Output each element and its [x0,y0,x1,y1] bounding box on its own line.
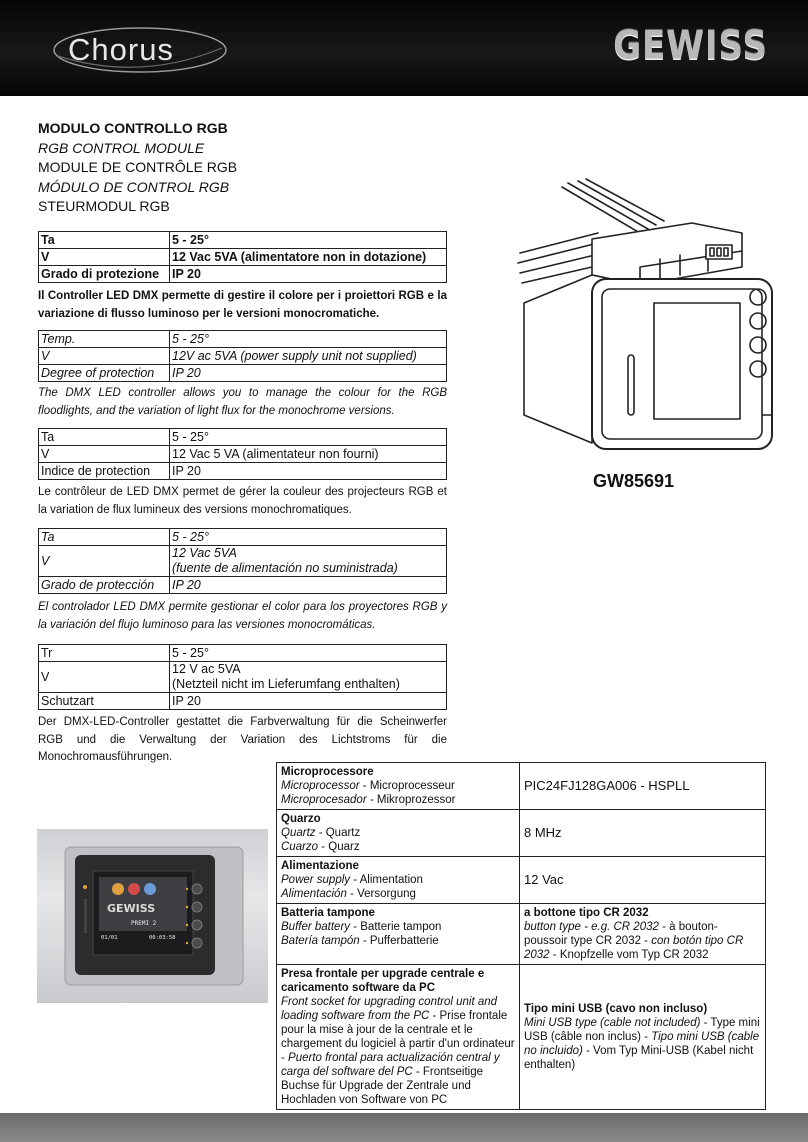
spec-label: Indice de protection [39,463,170,480]
spec-label: V [39,249,170,266]
tech-term: Quartz [281,827,316,839]
tech-heading: Quarzo [281,813,321,825]
title-en: RGB CONTROL MODULE [38,139,205,156]
spec-value [170,662,447,693]
gewiss-logo: GEWISS [613,23,768,69]
tech-value-text: Tipo mini USB (cable no incluido) [524,1031,760,1057]
spec-label: V [39,446,170,463]
spec-label: Grado de protección [39,577,170,594]
spec-table-de [38,644,447,710]
spec-value-line: (Netzteil nicht im Lieferumfang enthalten) [172,677,400,691]
tech-term: - Quartz [315,827,361,839]
spec-value: 12 Vac 5VA (alimentatore non in dotazione) [170,249,447,266]
tech-label [277,965,520,1110]
tech-term: - Prise frontale pour la mise à jour de la centrale et le chargement du logiciel à partir d'un ordinateur - [281,1010,515,1064]
spec-value: 5 - 25° [170,645,447,662]
tech-term: Alimentación [281,888,347,900]
tech-term: - Versorgung [346,888,416,900]
desc-it: Il Controller LED DMX permette di gestire il colore per i proiettori RGB e la variazione di flusso luminoso per le versioni monocromatiche. [38,290,447,320]
tech-value: 8 MHz [520,810,766,857]
tech-label [277,810,520,857]
tech-term: - Quarz [318,841,360,853]
spec-value-line: 12 V ac 5VA [172,662,241,676]
spec-table-en [38,330,447,382]
title-es: MÓDULO DE CONTROL RGB [38,178,230,195]
tech-term: Power supply [281,874,351,886]
device-screen-label: PREMI 2 [131,920,157,927]
tech-term: Buffer battery [281,921,351,933]
spec-value: 5 - 25° [170,429,447,446]
tech-term: Microprocessor [281,780,360,792]
tech-value-text: con botón tipo CR 2032 [524,935,744,961]
tech-value [520,965,766,1110]
spec-label: V [39,662,170,693]
title-fr: MODULE DE CONTRÔLE RGB [38,159,238,175]
tech-label [277,904,520,965]
spec-label: Tr [39,645,170,662]
tech-value: 12 Vac [520,857,766,904]
chorus-wordmark: Chorus [68,32,174,67]
device-screen-brand: GEWISS [107,902,156,915]
spec-label: Temp. [39,331,170,348]
technical-data-table [276,762,766,1110]
tech-value-heading: a bottone tipo CR 2032 [524,907,649,919]
tech-term: Puerto frontal para actualización central y carga del software del PC [281,1052,500,1078]
tech-term: Front socket for upgrading control unit and loading software from the PC [281,996,498,1022]
table-row [277,763,766,810]
spec-label: Grado di protezione [39,266,170,283]
spec-value: IP 20 [170,266,447,283]
spec-value: 5 - 25° [170,232,447,249]
desc-en: The DMX LED controller allows you to manage the colour for the RGB floodlights, and the variation of light flux for the monochrome versions. [38,387,447,417]
spec-label: Ta [39,429,170,446]
tech-heading: Presa frontale per upgrade centrale e caricamento software da PC [281,968,485,994]
spec-value: IP 20 [170,693,447,710]
tech-label [277,857,520,904]
spec-value: 5 - 25° [170,529,447,546]
spec-value: IP 20 [170,577,447,594]
tech-value-text: - Vom Typ Mini-USB (Kabel nicht enthalten) [524,1045,754,1071]
spec-label: Ta [39,232,170,249]
tech-term: Cuarzo [281,841,319,853]
spec-label: V [39,546,170,577]
tech-value-text: - Type mini USB (câble non inclus) - [524,1017,760,1043]
tech-value-text: - à bouton-poussoir type CR 2032 - [524,921,718,947]
desc-de: Der DMX-LED-Controller gestattet die Farbverwaltung für die Scheinwerfer RGB und die Verwaltung der Variation des Lichtstroms für die Monochromausführungen. [38,716,447,763]
tech-term: Microprocesador [281,794,367,806]
desc-es: El controlador LED DMX permite gestionar el color para los proyectores RGB y la variación del flujo luminoso para las versiones monocromáticas. [38,601,447,631]
tech-value-text: Mini USB type (cable not included) [524,1017,701,1029]
tech-label [277,763,520,810]
tech-term: - Alimentation [350,874,423,886]
tech-value-text: button type - e.g. CR 2032 [524,921,659,933]
tech-heading: Alimentazione [281,860,359,872]
table-row [277,965,766,1110]
spec-table-es [38,528,447,594]
spec-value: 12 Vac 5 VA (alimentateur non fourni) [170,446,447,463]
title-it: MODULO CONTROLLO RGB [38,120,228,136]
tech-term: Batería tampón [281,935,360,947]
tech-term: - Pufferbatterie [359,935,439,947]
spec-table-it [38,231,447,283]
product-titles [38,119,458,217]
spec-value: 5 - 25° [170,331,447,348]
table-row [277,857,766,904]
spec-label: Degree of protection [39,365,170,382]
chorus-logo [50,20,230,80]
title-de: STEURMODUL RGB [38,198,170,214]
spec-value: IP 20 [170,365,447,382]
table-row [277,904,766,965]
spec-label: Ta [39,529,170,546]
tech-heading: Microprocessore [281,766,374,778]
page-header [0,0,808,96]
tech-term: - Batterie tampon [350,921,442,933]
table-row [277,810,766,857]
tech-term: - Mikroprozessor [366,794,456,806]
spec-value: 12V ac 5VA (power supply unit not supplied) [170,348,447,365]
tech-value: PIC24FJ128GA006 - HSPLL [520,763,766,810]
desc-fr: Le contrôleur de LED DMX permet de gérer la couleur des projecteurs RGB et la variation de flux lumineux des versions monochromatiques. [38,486,447,516]
device-screen-date: 01/01 [101,935,118,941]
page-footer-bar [0,1113,808,1142]
product-drawing [480,175,780,465]
spec-value-line: 12 Vac 5VA [172,546,237,560]
spec-table-fr [38,428,447,480]
tech-value-text: - Knopfzelle vom Typ CR 2032 [549,949,709,961]
spec-value-line: (fuente de alimentación no suministrada) [172,561,398,575]
spec-label: V [39,348,170,365]
product-code: GW85691 [593,471,675,491]
spec-value: IP 20 [170,463,447,480]
tech-term: - Frontseitige Buchse für Upgrade der Zentrale und Hochladen von Software von PC [281,1066,483,1106]
spec-label: Schutzart [39,693,170,710]
device-photo-illustration [37,829,268,1003]
device-screen-time: 00:03:58 [149,935,176,941]
tech-heading: Batteria tampone [281,907,375,919]
spec-value [170,546,447,577]
device-photo [37,829,268,1003]
tech-term: - Microprocesseur [359,780,455,792]
tech-value [520,904,766,965]
tech-value-heading: Tipo mini USB (cavo non incluso) [524,1003,708,1015]
